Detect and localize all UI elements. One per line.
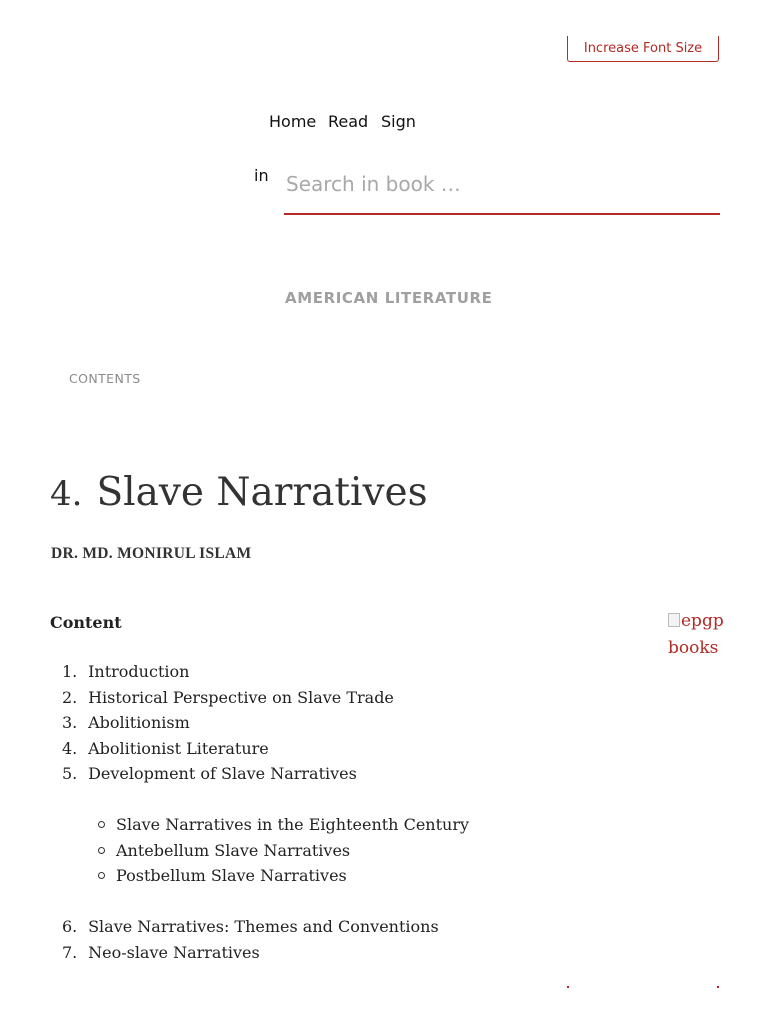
content-heading: Content [50,613,122,632]
sub-list-item-label: Postbellum Slave Narratives [116,866,347,886]
broken-image-icon [668,613,680,627]
nav-sign-in-link-continued[interactable]: in [254,166,269,185]
list-item-label: Abolitionist Literature [88,738,269,758]
chapter-title [50,470,428,515]
list-item [62,710,394,736]
book-title-link[interactable]: AMERICAN LITERATURE [285,289,493,307]
circle-bullet-icon [98,847,105,854]
list-item-number: 3. [62,713,78,733]
sub-list-item-label: Slave Narratives in the Eighteenth Century [116,815,470,834]
nav-sign-in-link[interactable]: Sign [381,112,416,131]
contents-link[interactable]: CONTENTS [69,371,141,386]
list-item-number: 5. [62,764,78,784]
list-item-label: Historical Perspective on Slave Trade [88,687,394,707]
list-item-label: Introduction [88,662,190,681]
list-item [62,940,439,966]
sub-list-item [98,838,469,864]
table-of-contents-continued [62,914,439,965]
chapter-title-text: Slave Narratives [96,470,428,515]
divider-dot [567,986,569,988]
list-item [62,659,394,685]
list-item-label: Abolitionism [88,713,190,733]
list-item [62,685,394,711]
nav-read-link[interactable]: Read [328,112,369,131]
list-item-number: 7. [62,942,78,962]
list-item-number: 4. [62,738,78,758]
list-item [62,736,394,762]
sub-list-item-label: Antebellum Slave Narratives [116,840,351,860]
list-item-label: Development of Slave Narratives [88,764,357,784]
epgp-books-image-link[interactable] [668,608,724,661]
list-item-label: Neo-slave Narratives [88,942,260,962]
list-item-number: 2. [62,687,78,707]
chapter-number: 4. [50,474,83,514]
circle-bullet-icon [98,872,105,879]
list-item [62,761,394,787]
sub-list-item [98,863,469,889]
sub-table-of-contents [98,812,469,889]
table-of-contents [62,659,394,787]
list-item-number: 6. [62,917,78,936]
nav-home-link[interactable]: Home [269,112,317,131]
search-input[interactable] [284,154,720,213]
list-item [62,914,439,940]
image-alt-text: epgp books [668,611,724,658]
circle-bullet-icon [98,821,105,828]
sub-list-item [98,812,469,838]
list-item-label: Slave Narratives: Themes and Conventions [88,917,439,936]
increase-font-size-button[interactable]: Increase Font Size [567,36,719,62]
divider-dot [717,986,719,988]
chapter-author: DR. MD. MONIRUL ISLAM [51,545,252,562]
search-box [284,154,720,215]
list-item-number: 1. [62,662,78,681]
